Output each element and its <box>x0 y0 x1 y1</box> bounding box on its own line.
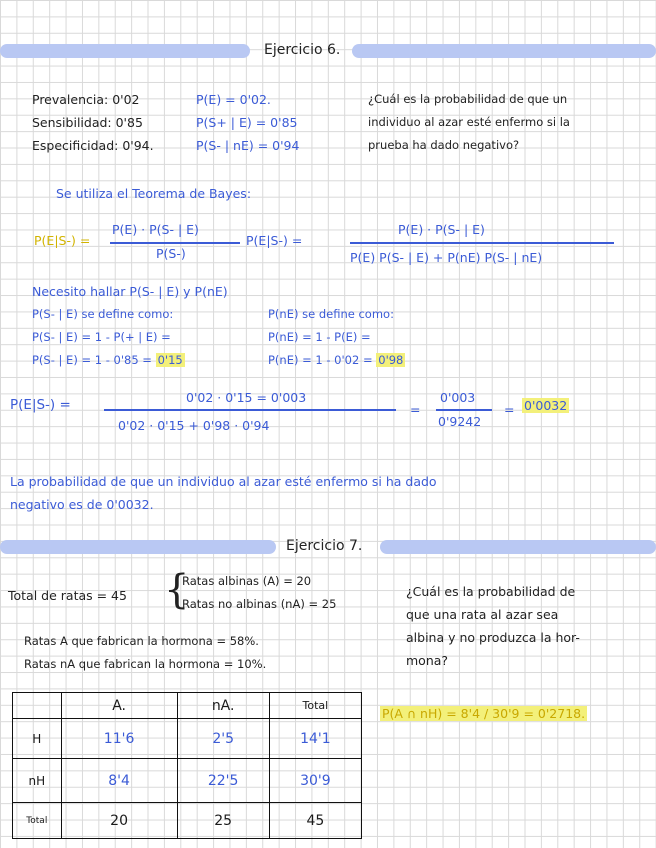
table-cell: 2'5 <box>177 719 269 759</box>
formula1-numerator: P(E) · P(S- | E) <box>112 222 199 237</box>
sensitivity-line: Sensibilidad: 0'85 <box>32 115 143 130</box>
calc-equals-2: = <box>504 402 515 417</box>
question-6-line1: ¿Cuál es la probabilidad de que un <box>368 92 568 106</box>
need-line: Necesito hallar P(S- | E) y P(nE) <box>32 284 228 299</box>
right-def-1: P(nE) se define como: <box>268 307 394 321</box>
table-row-label: nH <box>13 759 62 803</box>
bayes-intro: Se utiliza el Teorema de Bayes: <box>56 186 252 201</box>
header-band-right <box>352 44 656 58</box>
calc-lhs: P(E|S-) = <box>10 397 71 413</box>
table-row <box>13 803 362 839</box>
prob-e-line: P(E) = 0'02. <box>196 92 271 107</box>
fab-na-line: Ratas nA que fabrican la hormona = 10%. <box>24 657 267 671</box>
left-def-value: 0'15 <box>157 353 183 367</box>
prob-s-plus-line: P(S+ | E) = 0'85 <box>196 115 298 130</box>
albino-rats-line: Ratas albinas (A) = 20 <box>182 574 312 588</box>
right-def-2: P(nE) = 1 - P(E) = <box>268 330 371 344</box>
total-rats: Total de ratas = 45 <box>8 588 127 603</box>
table-header-cell: nA. <box>177 693 269 719</box>
table-header-cell: Total <box>269 693 361 719</box>
question-7-line4: mona? <box>406 653 449 668</box>
calc-denominator-2: 0'9242 <box>438 414 482 429</box>
calc-numerator: 0'02 · 0'15 = 0'003 <box>186 390 307 405</box>
question-7-line2: que una rata al azar sea <box>406 607 559 622</box>
formula1-fraction-bar <box>110 242 240 244</box>
calc-result: 0'0032 <box>524 398 568 413</box>
header-band-left <box>0 44 250 58</box>
prevalence-line: Prevalencia: 0'02 <box>32 92 140 107</box>
table-header-cell: A. <box>61 693 177 719</box>
table-cell: 30'9 <box>269 759 361 803</box>
formula1-denominator: P(S-) <box>156 246 186 261</box>
table-cell: 22'5 <box>177 759 269 803</box>
table-row <box>13 759 362 803</box>
formula1-lhs: P(E|S-) = <box>34 233 91 248</box>
table-cell: 14'1 <box>269 719 361 759</box>
left-def-1: P(S- | E) se define como: <box>32 307 174 321</box>
header7-band-left <box>0 540 276 554</box>
table-cell: 11'6 <box>61 719 177 759</box>
table-header-cell <box>13 693 62 719</box>
calc-fraction-bar <box>104 409 396 411</box>
formula2-lhs: P(E|S-) = <box>246 233 303 248</box>
formula2-numerator: P(E) · P(S- | E) <box>398 222 485 237</box>
header7-band-right <box>380 540 656 554</box>
question-6-line3: prueba ha dado negativo? <box>368 138 520 152</box>
formula2-denominator: P(E) P(S- | E) + P(nE) P(S- | nE) <box>350 250 543 265</box>
exercise-6-title: Ejercicio 6. <box>264 42 341 58</box>
table-row-label: H <box>13 719 62 759</box>
calc-denominator: 0'02 · 0'15 + 0'98 · 0'94 <box>118 418 270 433</box>
table-cell: 45 <box>269 803 361 839</box>
table-cell: 25 <box>177 803 269 839</box>
left-def-3-text: P(S- | E) = 1 - 0'85 = <box>32 353 156 367</box>
table-row-label: Total <box>13 803 62 839</box>
specificity-line: Especificidad: 0'94. <box>32 138 154 153</box>
question-7-line3: albina y no produzca la hor- <box>406 630 580 645</box>
right-def-3 <box>268 353 405 367</box>
conclusion-line1: La probabilidad de que un individuo al azar esté enfermo si ha dado <box>10 474 437 489</box>
table-row <box>13 719 362 759</box>
formula2-fraction-bar <box>350 242 614 244</box>
calc-equals-1: = <box>410 402 421 417</box>
contingency-table <box>12 692 362 839</box>
table-cell: 8'4 <box>61 759 177 803</box>
conclusion-line2: negativo es de 0'0032. <box>10 497 154 512</box>
answer-7: P(A ∩ nH) = 8'4 / 30'9 = 0'2718. <box>382 706 586 721</box>
fab-a-line: Ratas A que fabrican la hormona = 58%. <box>24 634 259 648</box>
left-def-2: P(S- | E) = 1 - P(+ | E) = <box>32 330 171 344</box>
exercise-7-title: Ejercicio 7. <box>286 538 363 554</box>
question-6-line2: individuo al azar esté enfermo si la <box>368 115 570 129</box>
non-albino-rats-line: Ratas no albinas (nA) = 25 <box>182 597 337 611</box>
table-header-row <box>13 693 362 719</box>
brace-symbol: { <box>164 567 190 613</box>
table-cell: 20 <box>61 803 177 839</box>
right-def-value: 0'98 <box>378 353 404 367</box>
question-7-line1: ¿Cuál es la probabilidad de <box>406 584 576 599</box>
left-def-3 <box>32 353 185 367</box>
right-def-3-text: P(nE) = 1 - 0'02 = <box>268 353 377 367</box>
prob-s-minus-line: P(S- | nE) = 0'94 <box>196 138 300 153</box>
calc-numerator-2: 0'003 <box>440 390 476 405</box>
calc-fraction-bar-2 <box>436 409 492 411</box>
